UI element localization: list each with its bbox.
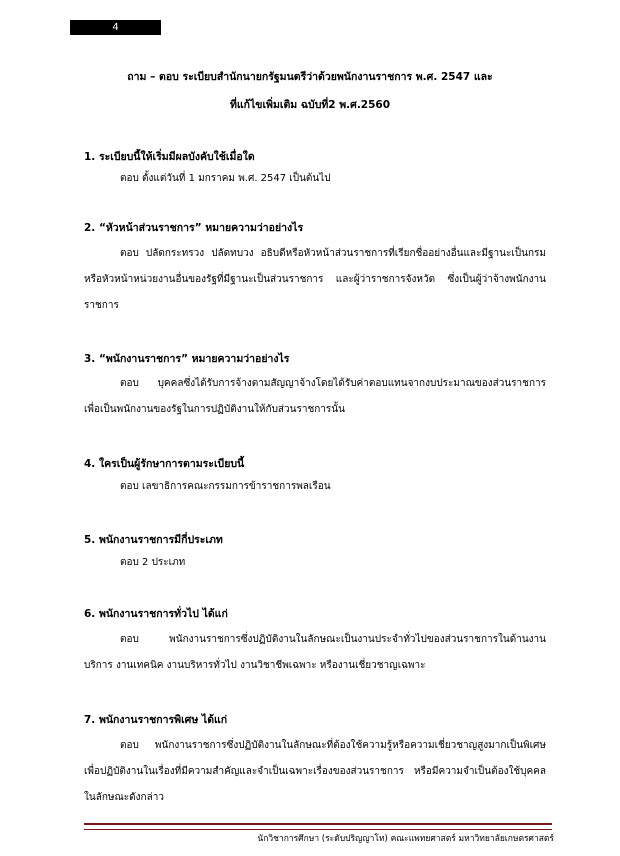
answer-4: ตอบ เลขาธิการคณะกรรมการข้าราชการพลเรือน	[120, 481, 331, 492]
question-3: 3. “พนักงานราชการ” หมายความว่าอย่างไร	[84, 353, 290, 365]
question-2: 2. “หัวหน้าส่วนราชการ” หมายความว่าอย่างไร	[84, 222, 304, 234]
question-1: 1. ระเบียบนี้ให้เริ่มมีผลบังคับใช้เมื่อใด	[84, 151, 255, 163]
question-4: 4. ใครเป็นผู้รักษาการตามระเบียบนี้	[84, 458, 245, 470]
footer-text: นักวิชาการศึกษา (ระดับปริญญาโท) คณะแพทยศาสตร์ มหาวิทยาลัยเกษตรศาสตร์	[257, 834, 554, 844]
document-title-line-1: ถาม – ตอบ ระเบียบสำนักนายกรัฐมนตรีว่าด้วยพนักงานราชการ พ.ศ. 2547 และ	[127, 71, 493, 83]
answer-1: ตอบ ตั้งแต่วันที่ 1 มกราคม พ.ศ. 2547 เป็นต้นไป	[120, 173, 331, 184]
answer-3: ตอบ บุคคลซึ่งได้รับการจ้างตามสัญญาจ้างโดยได้รับค่าตอบแทนจากงบประมาณของส่วนราชการ เพื่อเป็นพนักงานของรัฐในการปฏิบัติงานให้กับส่วนราชการนั้น	[84, 378, 546, 415]
document-title-line-2: ที่แก้ไขเพิ่มเติม ฉบับที่2 พ.ศ.2560	[229, 99, 391, 111]
question-7: 7. พนักงานราชการพิเศษ ได้แก่	[84, 714, 228, 726]
footer-divider	[84, 823, 552, 830]
answer-6: ตอบ พนักงานราชการซึ่งปฏิบัติงานในลักษณะเป็นงานประจำทั่วไปของส่วนราชการในด้านงานบริการ งานเทคนิค งานบริหารทั่วไป งานวิชาชีพเฉพาะ หรืองานเชี่ยวชาญเฉพาะ	[84, 634, 546, 671]
question-5: 5. พนักงานราชการมีกี่ประเภท	[84, 534, 223, 546]
answer-2: ตอบ ปลัดกระทรวง ปลัดทบวง อธิบดีหรือหัวหน้าส่วนราชการที่เรียกชื่ออย่างอื่นและมีฐานะเป็นกรม หรือหัวหน้าหน่วยงานอื่นของรัฐที่มีฐานะเป็นส่วนราชการ และผู้ว่าราชการจังหวัด ซึ่งเป็นผู้ว่าจ้างพนักงานราชการ	[84, 248, 546, 311]
question-6: 6. พนักงานราชการทั่วไป ได้แก่	[84, 608, 228, 620]
answer-7: ตอบ พนักงานราชการซึ่งปฏิบัติงานในลักษณะที่ต้องใช้ความรู้หรือความเชี่ยวชาญสูงมากเป็นพิเศษ เพื่อปฏิบัติงานในเรื่องที่มีความสำคัญและจำเป็นเฉพาะเรื่องของส่วนราชการ หรือมีความจำเป็นต้องใช้บุคคลในลักษณะดังกล่าว	[84, 740, 546, 803]
answer-5: ตอบ 2 ประเภท	[120, 557, 186, 568]
page-number-badge: 4	[70, 20, 161, 35]
